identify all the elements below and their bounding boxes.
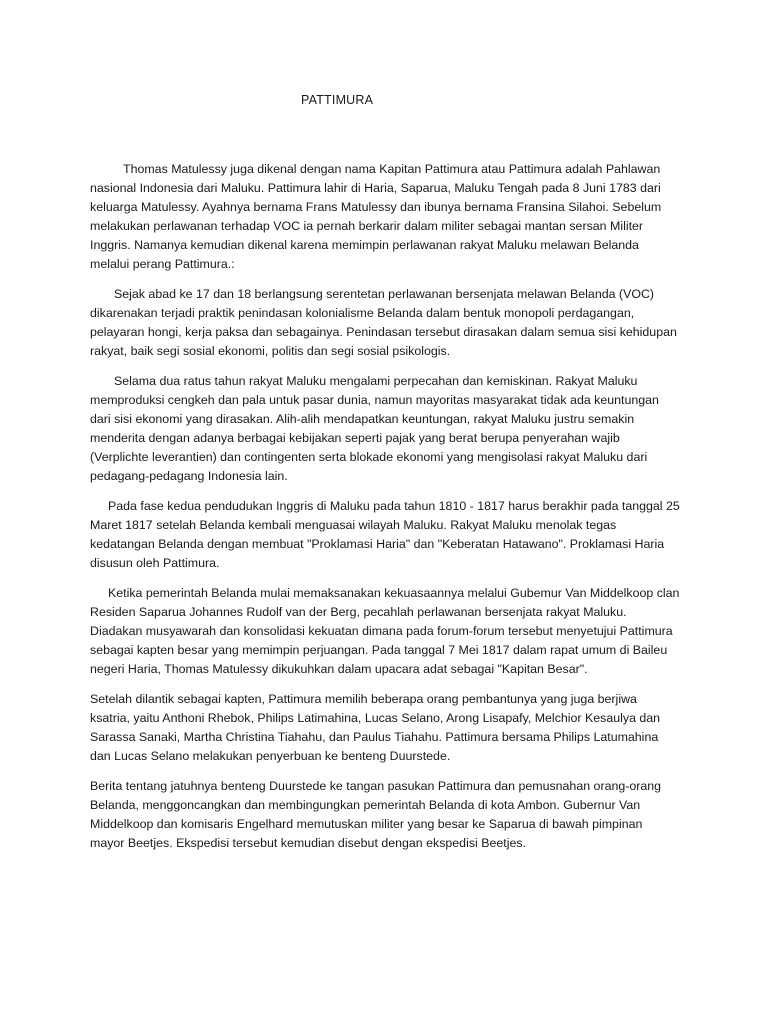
paragraph-6: Setelah dilantik sebagai kapten, Pattimura memilih beberapa orang pembantunya yang juga berjiwa ksatria, yaitu Anthoni Rhebok, Philips Latimahina, Lucas Selano, Arong Lisapafy, Melchior Kesaulya dan Sarassa Sanaki, Martha Christina Tiahahu, dan Paulus Tiahahu. Pattimura bersama Philips Latumahina dan Lucas Selano melakukan penyerbuan ke benteng Duurstede.: [90, 692, 661, 763]
document-body: [90, 160, 680, 864]
paragraph-1: Thomas Matulessy juga dikenal dengan nama Kapitan Pattimura atau Pattimura adalah Pahlawan nasional Indonesia dari Maluku. Pattimura lahir di Haria, Saparua, Maluku Tengah pada 8 Juni 1783 dari keluarga Matulessy. Ayahnya bernama Frans Matulessy dan ibunya bernama Fransina Silahoi. Sebelum melakukan perlawanan terhadap VOC ia pernah berkarir dalam militer sebagai mantan sersan Militer Inggris. Namanya kemudian dikenal karena memimpin perlawanan rakyat Maluku melawan Belanda melalui perang Pattimura.:: [90, 162, 662, 271]
document-title: PATTIMURA: [301, 93, 374, 107]
paragraph-5: Ketika pemerintah Belanda mulai memaksanakan kekuasaannya melalui Gubemur Van Middelkoop clan Residen Saparua Johannes Rudolf van der Berg, pecahlah perlawanan bersenjata rakyat Maluku. Diadakan musyawarah dan konsolidasi kekuatan dimana pada forum-forum tersebut menyetujui Pattimura sebagai kapten besar yang memimpin perjuangan. Pada tanggal 7 Mei 1817 dalam rapat umum di Baileu negeri Haria, Thomas Matulessy dikukuhkan dalam upacara adat sebagai "Kapitan Besar".: [90, 586, 680, 676]
paragraph-2: Sejak abad ke 17 dan 18 berlangsung serentetan perlawanan bersenjata melawan Belanda (VOC) dikarenakan terjadi praktik penindasan kolonialisme Belanda dalam bentuk monopoli perdagangan, pelayaran hongi, kerja paksa dan sebagainya. Penindasan tersebut dirasakan dalam semua sisi kehidupan rakyat, baik segi sosial ekonomi, politis dan segi sosial psikologis.: [90, 287, 677, 358]
paragraph-4: Pada fase kedua pendudukan Inggris di Maluku pada tahun 1810 - 1817 harus berakhir pada tanggal 25 Maret 1817 setelah Belanda kembali menguasai wilayah Maluku. Rakyat Maluku menolak tegas kedatangan Belanda dengan membuat "Proklamasi Haria" dan "Keberatan Hatawano". Proklamasi Haria disusun oleh Pattimura.: [90, 499, 680, 570]
paragraph-3: Selama dua ratus tahun rakyat Maluku mengalami perpecahan dan kemiskinan. Rakyat Maluku memproduksi cengkeh dan pala untuk pasar dunia, namun mayoritas masyarakat tidak ada keuntungan dari sisi ekonomi yang dirasakan. Alih-alih mendapatkan keuntungan, rakyat Maluku justru semakin menderita dengan adanya berbagai kebijakan seperti pajak yang berat berupa penyerahan wajib (Verplichte leverantien) dan contingenten serta blokade ekonomi yang mengisolasi rakyat Maluku dari pedagang-pedagang Indonesia lain.: [90, 374, 659, 483]
paragraph-7: Berita tentang jatuhnya benteng Duurstede ke tangan pasukan Pattimura dan pemusnahan orang-orang Belanda, menggoncangkan dan membingungkan pemerintah Belanda di kota Ambon. Gubernur Van Middelkoop dan komisaris Engelhard memutuskan militer yang besar ke Saparua di bawah pimpinan mayor Beetjes. Ekspedisi tersebut kemudian disebut dengan ekspedisi Beetjes.: [90, 779, 662, 850]
